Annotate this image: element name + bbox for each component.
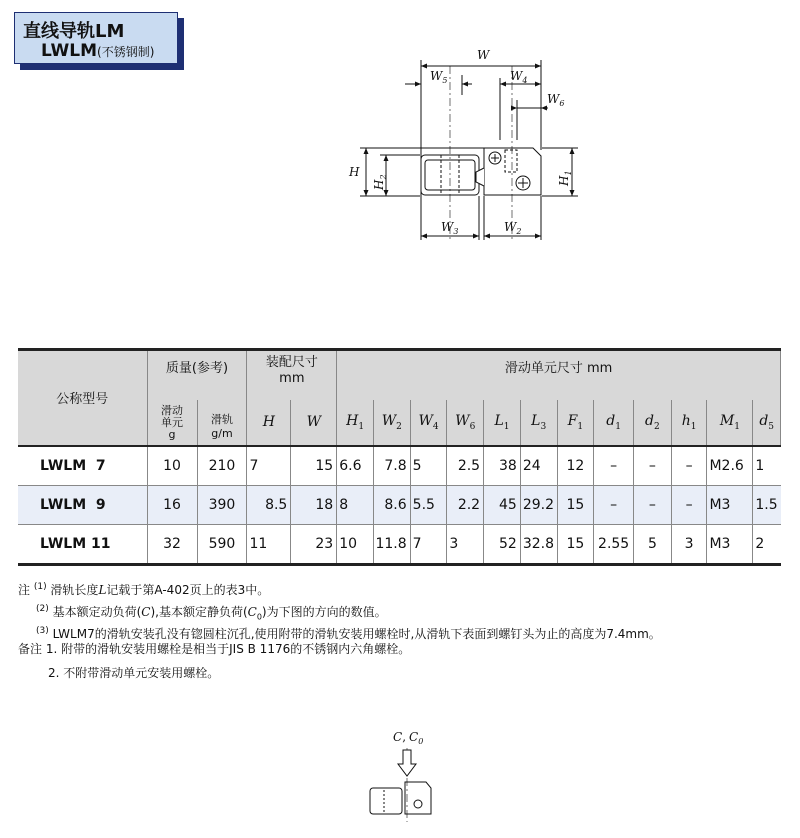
remark-1: 备注 1. 附带的滑轨安装用螺栓是相当于JIS B 1176的不锈钢内六角螺栓。 <box>18 642 411 656</box>
mini-rail <box>370 788 402 814</box>
table-cell: 3 <box>447 524 484 564</box>
table-cell: 7.8 <box>373 446 410 486</box>
table-cell: M3 <box>707 485 753 524</box>
table-cell: – <box>634 446 672 486</box>
table-cell: 7 <box>410 524 447 564</box>
table-cell: 10 <box>337 524 374 564</box>
dim-H2: $H_2$ <box>372 174 388 190</box>
table-cell: 16 <box>147 485 197 524</box>
col-L3: $L_3$ <box>520 400 557 446</box>
col-W2: $W_2$ <box>373 400 410 446</box>
table-cell: – <box>671 485 707 524</box>
col-F1: $F_1$ <box>557 400 594 446</box>
col-d1: $d_1$ <box>594 400 634 446</box>
table-row <box>18 524 781 564</box>
table-cell: 1.5 <box>753 485 781 524</box>
table-cell: 32.8 <box>520 524 557 564</box>
table-cell: 590 <box>197 524 247 564</box>
table-cell: – <box>634 485 672 524</box>
table-cell: 32 <box>147 524 197 564</box>
dim-W3: $W_3$ <box>441 220 459 236</box>
table-cell: 6.6 <box>337 446 374 486</box>
table-cell: 8.5 <box>247 485 291 524</box>
remark-2: 2. 不附带滑动单元安装用螺栓。 <box>48 666 220 680</box>
table-cell: – <box>671 446 707 486</box>
col-d2: $d_2$ <box>634 400 672 446</box>
header-material: (不锈钢制) <box>97 45 155 59</box>
table-cell: 15 <box>291 446 337 486</box>
col-W6: $W_6$ <box>447 400 484 446</box>
col-W4: $W_4$ <box>410 400 447 446</box>
dim-H1: $H_1$ <box>557 170 573 186</box>
table-cell: 5 <box>410 446 447 486</box>
col-block-header: 滑动单元尺寸 mm <box>337 350 781 400</box>
col-mass-header: 质量(参考) <box>147 350 247 400</box>
col-rail-mass: 滑轨 g/m <box>197 400 247 446</box>
table-cell: 45 <box>484 485 521 524</box>
table-cell: 3 <box>671 524 707 564</box>
row-model: LWLM 11 <box>18 524 147 564</box>
table-cell: 5 <box>634 524 672 564</box>
table-cell: 12 <box>557 446 594 486</box>
spec-table <box>18 348 781 566</box>
table-row <box>18 485 781 524</box>
dim-W: W <box>477 48 490 62</box>
dim-W2: $W_2$ <box>504 220 522 236</box>
table-cell: 2.5 <box>447 446 484 486</box>
dim-H: H <box>349 165 360 179</box>
col-L1: $L_1$ <box>484 400 521 446</box>
table-cell: 10 <box>147 446 197 486</box>
col-H: H <box>247 400 291 446</box>
table-cell: 2.55 <box>594 524 634 564</box>
col-M1: $M_1$ <box>707 400 753 446</box>
table-cell: 2.2 <box>447 485 484 524</box>
table-cell: 7 <box>247 446 291 486</box>
note-2: $^{(2)}$ 基本额定动负荷(C),基本额定静负荷$(C_0)$为下图的方向的数值。 <box>36 604 387 622</box>
table-cell: 11.8 <box>373 524 410 564</box>
dim-W6: $W_6$ <box>547 92 565 108</box>
cross-section-drawing <box>0 0 800 330</box>
table-cell: 24 <box>520 446 557 486</box>
mini-block <box>405 782 431 814</box>
table-cell: 15 <box>557 524 594 564</box>
table-cell: 38 <box>484 446 521 486</box>
col-W: W <box>291 400 337 446</box>
note-1: 注 $^{(1)}$ 滑轨长度L记载于第A-402页上的表3中。 <box>18 582 270 597</box>
row-model: LWLM 9 <box>18 485 147 524</box>
note-3: $^{(3)}$ LWLM7的滑轨安装孔没有锪圆柱沉孔,使用附带的滑轨安装用螺栓时,从滑轨下表面到螺钉头为止的高度为7.4mm。 <box>36 626 661 641</box>
dim-W4: $W_4$ <box>510 69 528 85</box>
col-h1: $h_1$ <box>671 400 707 446</box>
col-block-mass: 滑动 单元 g <box>147 400 197 446</box>
table-cell: 23 <box>291 524 337 564</box>
table-cell: – <box>594 446 634 486</box>
row-model: LWLM 7 <box>18 446 147 486</box>
header-title: 直线导轨LM <box>23 21 125 42</box>
table-cell: 390 <box>197 485 247 524</box>
table-cell: 2 <box>753 524 781 564</box>
col-d5: $d_5$ <box>753 400 781 446</box>
table-cell: 18 <box>291 485 337 524</box>
table-cell: 1 <box>753 446 781 486</box>
table-row <box>18 446 781 486</box>
dim-W5: $W_5$ <box>430 69 448 85</box>
table-cell: 29.2 <box>520 485 557 524</box>
table-cell: M2.6 <box>707 446 753 486</box>
table-cell: 8 <box>337 485 374 524</box>
col-model-header: 公称型号 <box>18 350 147 446</box>
table-cell: – <box>594 485 634 524</box>
table-cell: 8.6 <box>373 485 410 524</box>
table-cell: M3 <box>707 524 753 564</box>
col-H1: $H_1$ <box>337 400 374 446</box>
table-cell: 5.5 <box>410 485 447 524</box>
table-cell: 52 <box>484 524 521 564</box>
load-arrow <box>398 750 416 776</box>
table-cell: 210 <box>197 446 247 486</box>
table-cell: 15 <box>557 485 594 524</box>
table-cell: 11 <box>247 524 291 564</box>
col-assembly-header: 装配尺寸 mm <box>247 350 337 400</box>
header-model: LWLM <box>41 41 98 61</box>
load-label: C, $C_0$ <box>393 730 424 746</box>
